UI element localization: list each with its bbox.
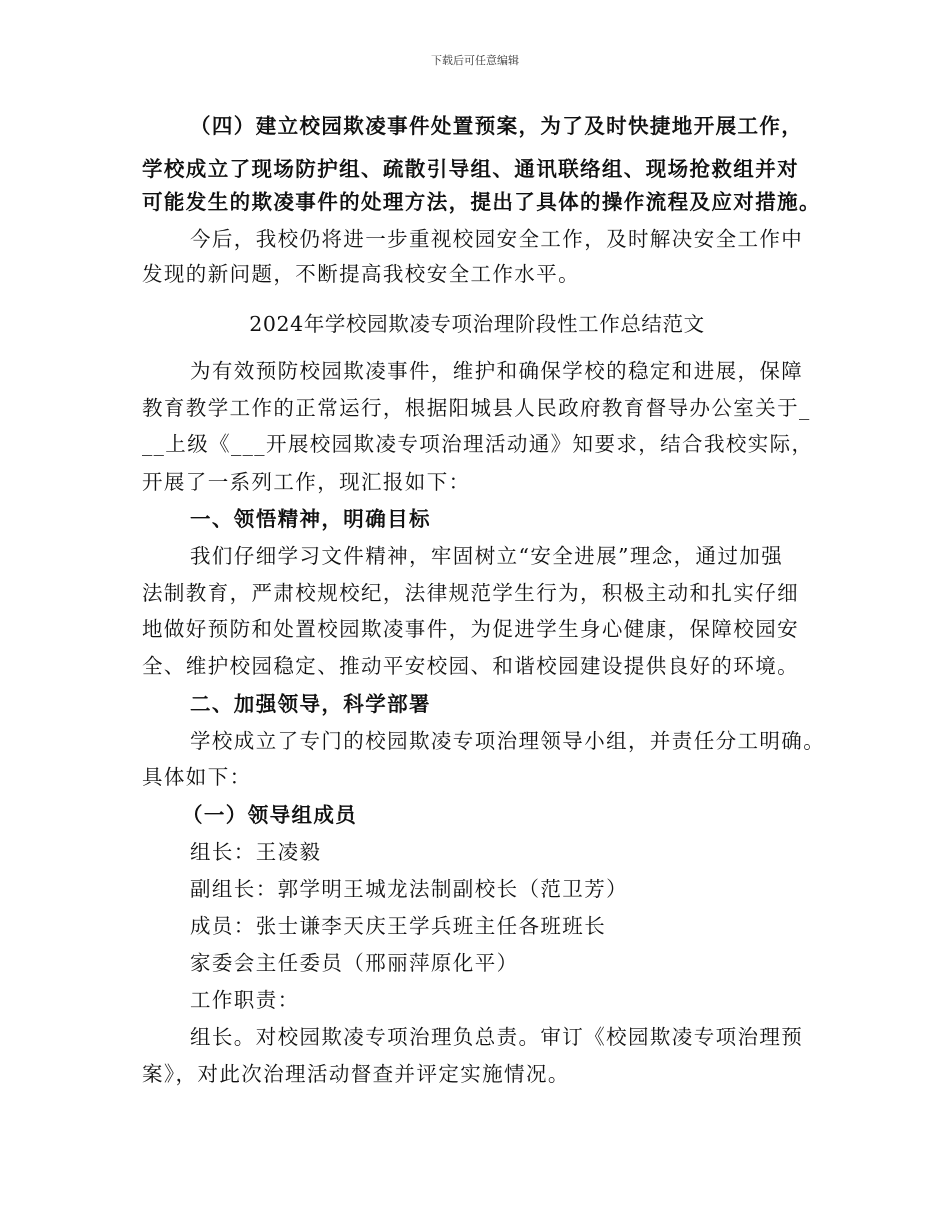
section4-line-2: 学校成立了现场防护组、疏散引导组、通讯联络组、现场抢救组并对 [142,157,799,181]
intro-para-line-4: 开展了一系列工作，现汇报如下： [142,470,471,494]
intro-para-line-3: __上级《___开展校园欺凌专项治理活动通》知要求，结合我校实际， [142,432,814,456]
heading-1: 一、领悟精神，明确目标 [190,507,431,531]
member-line-leader: 组长：王凌毅 [190,840,322,864]
para1-line-4: 全、维护校园稳定、推动平安校园、和谐校园建设提供良好的环境。 [142,654,799,678]
para2-line-1: 学校成立了专门的校园欺凌专项治理领导小组，并责任分工明确。 [190,729,826,753]
member-line-committee: 家委会主任委员（邢丽萍原化平） [190,951,519,975]
para1-line-3: 地做好预防和处置校园欺凌事件，为促进学生身心健康，保障校园安 [142,617,799,641]
page-header-note: 下载后可任意编辑 [431,54,519,67]
duty-para-line-2: 案》，对此次治理活动督查并评定实施情况。 [142,1062,570,1086]
para2-line-2: 具体如下： [142,765,252,789]
section4-line-1: （四）建立校园欺凌事件处置预案，为了及时快捷地开展工作， [190,114,804,138]
duty-para-line-1: 组长。对校园欺凌专项治理负总责。审订《校园欺凌专项治理预 [190,1025,804,1049]
duties-label: 工作职责： [190,988,300,1012]
closing-para-line-1: 今后，我校仍将进一步重视校园安全工作，及时解决安全工作中 [190,227,804,251]
section4-line-3: 可能发生的欺凌事件的处理方法，提出了具体的操作流程及应对措施。 [142,190,821,214]
member-line-deputy: 副组长：郭学明王城龙法制副校长（范卫芳） [190,877,628,901]
closing-para-line-2: 发现的新问题，不断提高我校安全工作水平。 [142,262,580,286]
intro-para-line-1: 为有效预防校园欺凌事件，维护和确保学校的稳定和进展，保障 [190,359,804,383]
member-line-members: 成员：张士谦李天庆王学兵班主任各班班长 [190,914,607,938]
document-title: 2024年学校园欺凌专项治理阶段性工作总结范文 [249,312,705,336]
heading-2: 二、加强领导，科学部署 [190,692,431,716]
subheading-1: （一）领导组成员 [182,803,358,827]
para1-line-2: 法制教育，严肃校规校纪，法律规范学生行为，积极主动和扎实仔细 [142,581,799,605]
intro-para-line-2: 教育教学工作的正常运行，根据阳城县人民政府教育督导办公室关于_ [142,396,811,420]
para1-line-1: 我们仔细学习文件精神，牢固树立“安全进展”理念，通过加强 [190,544,784,568]
